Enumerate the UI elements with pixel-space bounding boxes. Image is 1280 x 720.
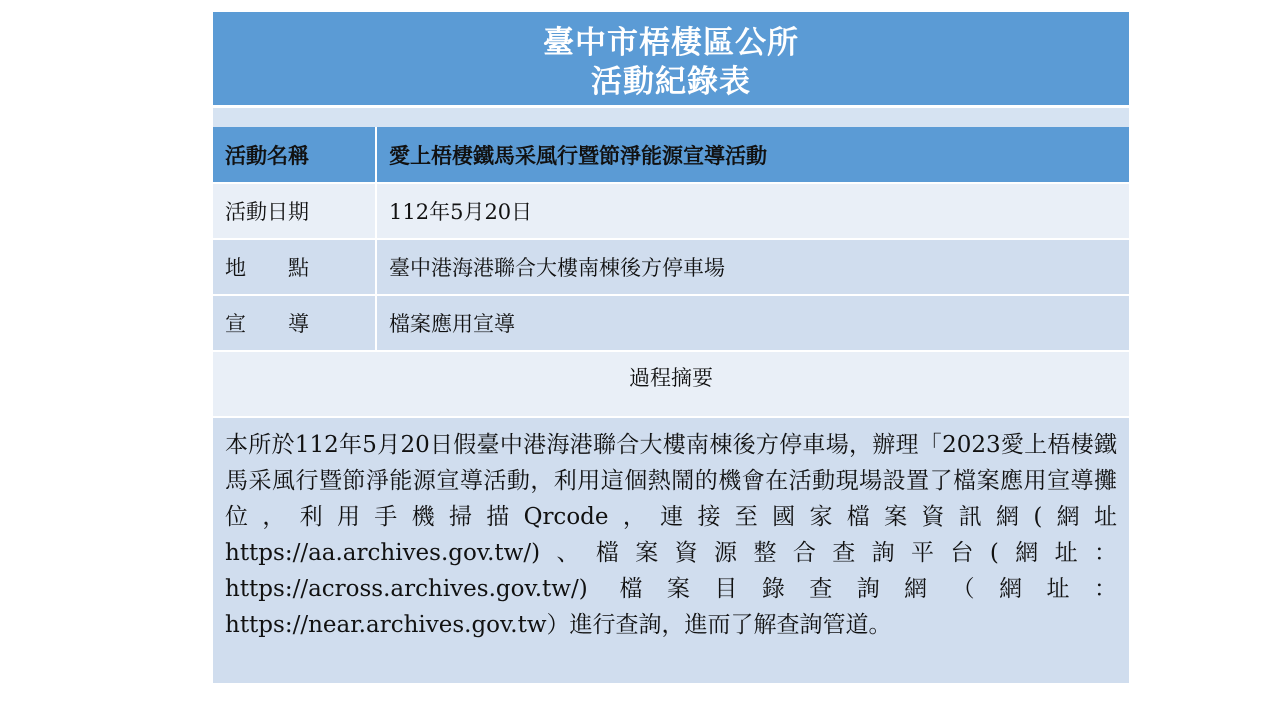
office-title: 臺中市梧棲區公所 bbox=[543, 25, 799, 61]
location-value: 臺中港海港聯合大樓南棟後方停車場 bbox=[376, 239, 1129, 295]
activity-name-row bbox=[213, 127, 1129, 183]
title-banner bbox=[213, 12, 1129, 108]
activity-date-row bbox=[213, 183, 1129, 239]
promotion-row bbox=[213, 295, 1129, 351]
activity-record-sheet bbox=[213, 12, 1129, 683]
activity-date-value: 112年5月20日 bbox=[376, 183, 1129, 239]
form-title: 活動紀錄表 bbox=[591, 64, 751, 100]
record-table bbox=[213, 127, 1129, 683]
summary-heading-row bbox=[213, 351, 1129, 417]
location-label: 地 點 bbox=[213, 239, 376, 295]
summary-body-row bbox=[213, 417, 1129, 683]
activity-name-label: 活動名稱 bbox=[213, 127, 376, 183]
location-row bbox=[213, 239, 1129, 295]
summary-heading: 過程摘要 bbox=[213, 351, 1129, 417]
activity-date-label: 活動日期 bbox=[213, 183, 376, 239]
promotion-value: 檔案應用宣導 bbox=[376, 295, 1129, 351]
summary-text: 本所於112年5月20日假臺中港海港聯合大樓南棟後方停車場，辦理「2023愛上梧棲鐵馬采風行暨節淨能源宣導活動，利用這個熱鬧的機會在活動現場設置了檔案應用宣導攤位，利用手機掃描Qrcode，連接至國家檔案資訊網(網址https://aa.archives.gov.tw/)、檔案資源整合查詢平台(網址：https://across.archives.gov.tw/) 檔案目錄查詢網（網址：https://near.archives.gov.tw）進行查詢，進而了解查詢管道。 bbox=[213, 417, 1129, 683]
promotion-label: 宣 導 bbox=[213, 295, 376, 351]
title-spacer bbox=[213, 108, 1129, 127]
activity-name-value: 愛上梧棲鐵馬采風行暨節淨能源宣導活動 bbox=[376, 127, 1129, 183]
